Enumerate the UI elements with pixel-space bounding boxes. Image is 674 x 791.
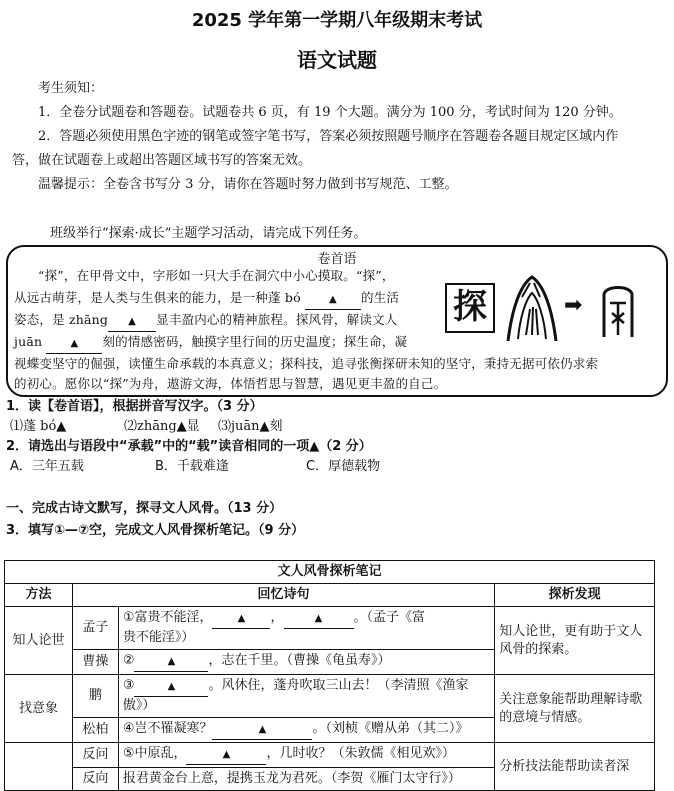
- poem-text: ②: [122, 653, 135, 668]
- preface-line-2b: 的生活: [361, 290, 400, 305]
- header-finding: 探析发现: [495, 584, 655, 607]
- blank-answer[interactable]: [212, 720, 312, 740]
- poem-text: ③: [122, 678, 135, 693]
- sub-label: 鹏: [72, 675, 118, 718]
- poem-cell: [118, 675, 494, 718]
- sub-label: 反问: [72, 743, 118, 768]
- blank-3[interactable]: [46, 333, 102, 354]
- poem-text: ①富贵不能淫，: [122, 610, 213, 625]
- blank-triangle: ▲: [167, 681, 176, 692]
- oracle-hand-cave-icon: [500, 269, 560, 347]
- preface-line-3b: 显丰盈内心的精神旅程。探风骨，解读文人: [156, 312, 398, 327]
- blank-answer[interactable]: [284, 609, 354, 629]
- method-2: 找意象: [5, 675, 73, 743]
- poem-cell: [118, 607, 494, 650]
- notice-item-1: 1．全卷分试题卷和答题卷。试题卷共 6 页，有 19 个大题。满分为 100 分，考试时间为 120 分钟。: [38, 105, 622, 120]
- blank-triangle: ▲: [70, 338, 79, 349]
- q3-stem: 3．填写①—⑦空，完成文人风骨探析笔记。（9 分）: [6, 523, 305, 538]
- poem-text: 。风休住，蓬舟吹取三山去！（李清照《渔家: [208, 678, 469, 693]
- arrow-right-icon: ➡: [564, 293, 583, 318]
- blank-answer[interactable]: [186, 745, 266, 765]
- blank-1[interactable]: [305, 289, 361, 310]
- preface-line-5: 视蝶变坚守的倔强，读懂生命承载的本真意义；探科技，追寻张衡探研未知的坚守，秉持无据可依仍求索: [14, 356, 599, 371]
- finding-3: 分析技法能帮助读者深: [495, 743, 655, 791]
- preface-title: 卷首语: [317, 252, 357, 267]
- exam-title: 2025 学年第一学期八年级期末考试: [191, 10, 483, 31]
- preface-line-4b: 刻的情感密码，触摸字里行间的历史温度；探生命，凝: [102, 334, 408, 349]
- poem-text: 。（孟子《富: [353, 610, 426, 625]
- q2-option-b[interactable]: B．千载难逢: [155, 459, 229, 474]
- preface-line-6: 的初心。愿你以“探”为舟，遨游文海，体悟哲思与智慧，遇见更丰盈的自己。: [14, 376, 447, 391]
- poem-cell: [118, 743, 494, 768]
- blank-answer[interactable]: [134, 652, 208, 672]
- notice-item-2a: 2．答题必须使用黑色字迹的钢笔或签字笔书写，答案必须按照题号顺序在答题卷各题目规定区域内作: [38, 129, 619, 144]
- blank-triangle: ▲: [128, 316, 137, 327]
- notes-table: [4, 560, 655, 791]
- poem-text: ⑤中原乱，: [122, 746, 187, 761]
- ancient-tan-glyph-icon: [596, 277, 640, 341]
- header-method: 方法: [5, 584, 73, 607]
- blank-triangle: ▲: [314, 613, 323, 624]
- preface-line-3: [14, 311, 397, 332]
- poem-text: ，几时收？（朱敦儒《相见欢》）: [266, 746, 455, 761]
- poem-cell: [118, 650, 494, 675]
- sub-label: 反向: [72, 768, 118, 791]
- notice-heading: 考生须知：: [38, 81, 104, 96]
- poem-text: 傲》）: [122, 698, 156, 713]
- preface-box: [6, 245, 668, 397]
- sub-label: 曹操: [72, 650, 118, 675]
- blank-triangle: ▲: [167, 656, 176, 667]
- finding-2: 关注意象能帮助理解诗歌的意境与情感。: [495, 675, 655, 743]
- q1-answer-1[interactable]: ⑴蓬 bó▲: [10, 419, 67, 434]
- q1-answer-3[interactable]: ⑶juān▲刻: [218, 419, 283, 434]
- poem-text: 贵不能淫》）: [122, 630, 195, 645]
- q1-stem: 1．读【卷首语】，根据拼音写汉字。（3 分）: [6, 399, 263, 414]
- method-1: 知人论世: [5, 607, 73, 675]
- blank-answer[interactable]: [212, 609, 270, 629]
- preface-line-2: [14, 289, 399, 310]
- poem-cell: [118, 718, 494, 743]
- q2-stem: 2．请选出与语段中“承载”中的“载”读音相同的一项▲（2 分）: [6, 439, 372, 454]
- sub-label: 松柏: [72, 718, 118, 743]
- activity-intro: 班级举行“探索·成长”主题学习活动，请完成下列任务。: [50, 226, 367, 241]
- blank-triangle: ▲: [258, 724, 267, 735]
- blank-2[interactable]: [108, 311, 156, 332]
- table-caption: 文人风骨探析笔记: [5, 561, 655, 584]
- poem-text: 。（刘桢《赠从弟（其二）》: [312, 721, 469, 736]
- header-poem: 回忆诗句: [72, 584, 494, 607]
- preface-line-3a: 姿态，是 zhāng: [14, 312, 109, 327]
- preface-line-4a: juān: [14, 334, 43, 349]
- blank-answer[interactable]: [134, 677, 208, 697]
- table-row: [5, 607, 655, 650]
- tan-character-box: 探: [445, 283, 495, 333]
- blank-triangle: ▲: [237, 613, 246, 624]
- section-1-heading: 一、完成古诗文默写，探寻文人风骨。（13 分）: [6, 501, 283, 516]
- table-row: [5, 743, 655, 768]
- sub-label: 孟子: [72, 607, 118, 650]
- finding-1: 知人论世，更有助于文人风骨的探索。: [495, 607, 655, 675]
- subject-title: 语文试题: [297, 48, 377, 72]
- method-3: [5, 743, 73, 791]
- table-row: [5, 675, 655, 718]
- q1-answer-2[interactable]: ⑵zhāng▲显: [124, 419, 200, 434]
- poem-cell: 报君黄金台上意，提携玉龙为君死。（李贺《雁门太守行》）: [118, 768, 494, 791]
- poem-text: ，志在千里。（曹操《龟虽寿》）: [208, 653, 391, 668]
- blank-triangle: ▲: [222, 749, 231, 760]
- notice-item-2b: 答，做在试题卷上或超出答题区域书写的答案无效。: [12, 153, 312, 168]
- notice-tip: 温馨提示：全卷含书写分 3 分，请你在答题时努力做到书写规范、工整。: [38, 177, 458, 192]
- q2-option-a[interactable]: A．三年五载: [10, 459, 84, 474]
- q2-option-c[interactable]: C．厚德载物: [306, 459, 381, 474]
- poem-text: ④岂不罹凝寒？: [122, 721, 213, 736]
- preface-line-4: [14, 333, 407, 354]
- blank-triangle: ▲: [329, 294, 337, 305]
- preface-line-1: “探”，在甲骨文中，字形如一只大手在洞穴中小心摸取。“探”，: [38, 268, 395, 283]
- poem-text: ，: [270, 610, 284, 625]
- preface-line-2a: 从远古萌芽，是人类与生俱来的能力，是一种蓬 bó: [14, 290, 301, 305]
